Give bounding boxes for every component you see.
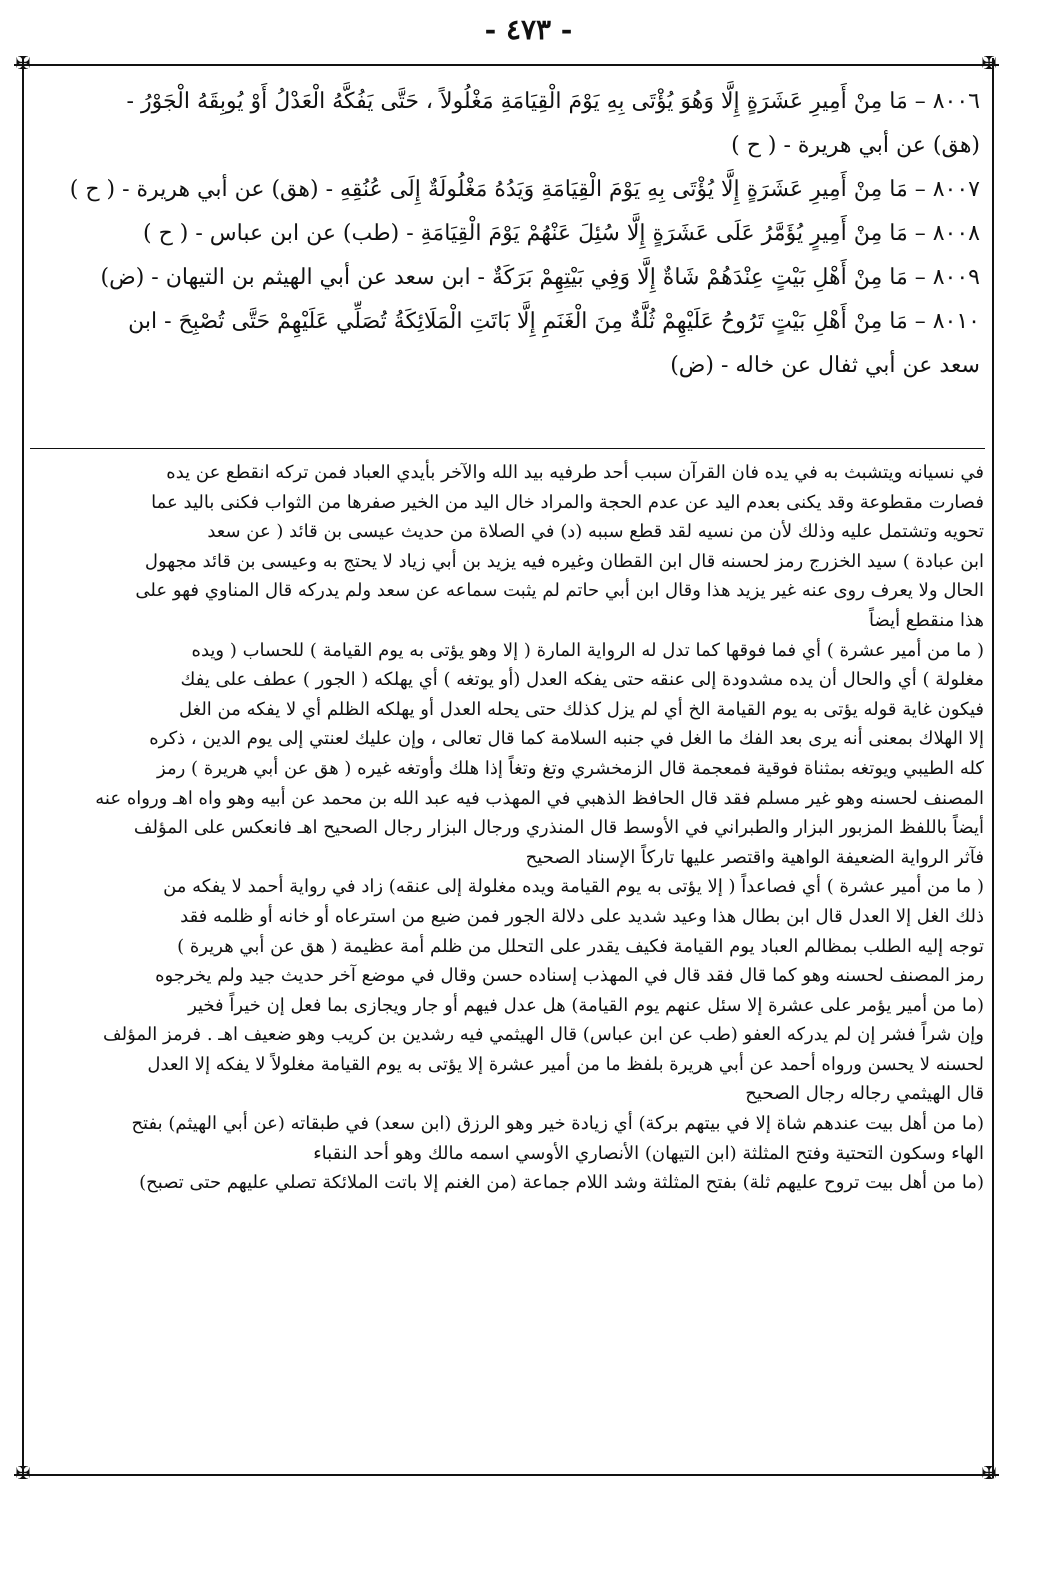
commentary-line: كله الطيبي ويوتغه بمثناة فوقية فمعجمة قال الزمخشري وتغ وتغاً إذا هلك وأوتغه غيره ( هق عن أبي هريرة ) رمز	[157, 757, 984, 779]
commentary-line: فآثر الرواية الضعيفة الواهية واقتصر عليها تاركاً الإسناد الصحيح	[525, 846, 984, 868]
corner-ornament-icon: ✠	[15, 53, 31, 74]
commentary-line: في نسيانه ويتشبث به في يده فان القرآن سبب أحد طرفيه بيد الله والآخر بأيدي العباد فمن تركه انقطع عن يده	[166, 462, 984, 483]
commentary-line: أيضاً باللفظ المزبور البزار والطبراني في الأوسط قال المنذري ورجال البزار رجال الصحيح اهـ فانعكس على المؤلف	[133, 817, 984, 839]
commentary-line: فصارت مقطوعة وقد يكنى بعدم اليد عن عدم الحجة والمراد خال اليد من الخير صفرها من الثواب فكنى باليد عما	[151, 491, 984, 513]
commentary-line: فيكون غاية قوله يؤتى به يوم القيامة الخ أي لم يزل كذلك حتى يحله العدل أو يهلكه الظلم أي لا يفكه من الغل	[179, 698, 984, 720]
commentary-line: توجه إليه الطلب بمظالم العباد يوم القيامة فكيف يقدر على التحلل من ظلم أمة عظيمة ( هق عن أبي هريرة )	[177, 935, 984, 957]
corner-ornament-icon: ✠	[981, 1463, 997, 1484]
commentary-line: الهاء وسكون التحتية وفتح المثلثة (ابن التيهان) الأنصاري الأوسي اسمه مالك وهو أحد النقباء	[313, 1142, 984, 1164]
commentary-line: ( ما من أمير عشرة ) أي فصاعداً ( إلا يؤتى به يوم القيامة ويده مغلولة إلى عنقه) زاد في رواية أحمد لا يفكه من	[163, 876, 984, 898]
commentary-line: الحال ولا يعرف روى عنه غير يزيد هذا وقال ابن أبي حاتم لم يثبت سماعه عن سعد ولم يدركه قال المناوي فهو على	[135, 580, 984, 602]
hadith-line: ٨٠٠٩ – مَا مِنْ أَهْلِ بَيْتٍ عِنْدَهُمْ شَاةٌ إِلَّا وَفِي بَيْتِهِمْ بَرَكَةٌ - ابن سعد عن أبي الهيثم بن التيهان - (ض)	[100, 265, 980, 290]
commentary-line: المصنف لحسنه وهو غير مسلم فقد قال الحافظ الذهبي في المهذب فيه عبد الله بن محمد عن أبيه وهو واه اهـ ورواه عنه	[95, 787, 984, 809]
commentary-line: رمز المصنف لحسنه وهو كما قال فقد قال في المهذب إسناده حسن وقال في موضع آخر حديث جيد ولم يخرجوه	[155, 965, 984, 987]
commentary-line: تحويه وتشتمل عليه وذلك لأن من نسيه لقد قطع سببه (د) في الصلاة من حديث عيسى بن قائد ( عن سعد	[207, 521, 984, 543]
corner-ornament-icon: ✠	[981, 53, 997, 74]
hadith-8007	[40, 168, 980, 212]
commentary-line: (ما من أهل بيت عندهم شاة إلا في بيتهم بركة) أي زيادة خير وهو الرزق (ابن سعد) في طبقاته (عن أبي الهيثم) بفتح	[131, 1113, 984, 1135]
hadith-8008	[40, 212, 980, 256]
commentary-line: لحسنه لا يحسن ورواه أحمد عن أبي هريرة بلفظ ما من أمير عشرة إلا يؤتى به يوم القيامة مغلولاً لا يفكه إلا العدل	[147, 1053, 984, 1075]
hadith-line: سعد عن أبي ثفال عن خاله - (ض)	[670, 353, 980, 378]
hadith-8010	[40, 300, 980, 388]
hadith-line: ٨٠٠٧ – مَا مِنْ أَمِيرِ عَشَرَةٍ إِلَّا يُؤْتَى بِهِ يَوْمَ الْقِيَامَةِ وَيَدُهُ مَغْلُولَةٌ إِلَى عُنُقِهِ - (هق) عن أبي هريرة - ( ح )	[69, 177, 980, 202]
bottom-rule	[14, 1474, 999, 1476]
page-number: - ٤٧٣ -	[484, 13, 573, 46]
commentary-line: ابن عبادة ) سيد الخزرج رمز لحسنه قال ابن القطان وغيره فيه يزيد بن أبي زياد لا يحتج به وعيسى بن قائد مجهول	[144, 550, 984, 572]
commentary-line: ( ما من أمير عشرة ) أي فما فوقها كما تدل له الرواية المارة ( إلا وهو يؤتى به يوم القيامة ) للحساب ( ويده	[191, 639, 984, 661]
hadith-line: ٨٠١٠ – مَا مِنْ أَهْلِ بَيْتٍ تَرُوحُ عَلَيْهِمْ ثُلَّةٌ مِنَ الْغَنَمِ إِلَّا بَاتَتِ الْمَلَائِكَةُ تُصَلِّي عَلَيْهِمْ حَتَّى تُصْبِحَ - ابن	[128, 309, 980, 334]
hadith-section	[40, 80, 980, 388]
hadith-line: (هق) عن أبي هريرة - ( ح )	[731, 133, 980, 158]
hadith-8009	[40, 256, 980, 300]
section-divider	[30, 448, 985, 449]
hadith-8006	[40, 80, 980, 168]
hadith-line: ٨٠٠٨ – مَا مِنْ أَمِيرٍ يُؤَمَّرُ عَلَى عَشَرَةٍ إِلَّا سُئِلَ عَنْهُمْ يَوْمَ الْقِيَامَةِ - (طب) عن ابن عباس - ( ح )	[143, 221, 980, 246]
commentary-line: (ما من أهل بيت تروح عليهم ثلة) بفتح المثلثة وشد اللام جماعة (من الغنم إلا باتت الملائكة تصلي عليهم حتى تصبح)	[139, 1172, 984, 1194]
commentary-line: مغلولة ) أي والحال أن يده مشدودة إلى عنقه حتى يفكه العدل (أو يوتغه ) أي يهلكه ( الجور ) عطف على يفك	[180, 669, 984, 691]
commentary-line: قال الهيثمي رجاله رجال الصحيح	[745, 1083, 984, 1105]
corner-ornament-icon: ✠	[15, 1463, 31, 1484]
commentary-section	[34, 458, 984, 1198]
commentary-line: هذا منقطع أيضاً	[868, 609, 984, 631]
hadith-line: ٨٠٠٦ – مَا مِنْ أَمِيرِ عَشَرَةٍ إِلَّا وَهُوَ يُؤْتَى بِهِ يَوْمَ الْقِيَامَةِ مَغْلُولاً ، حَتَّى يَفُكَّهُ الْعَدْلُ أَوْ يُوبِقَهُ الْجَوْرُ -	[126, 89, 980, 114]
commentary-line: ذلك الغل إلا العدل قال ابن بطال هذا وعيد شديد على دلالة الجور فمن ضيع من استرعاه أو خانه أو ظلمه فقد	[180, 905, 984, 927]
commentary-line: (ما من أمير يؤمر على عشرة إلا سئل عنهم يوم القيامة) هل عدل فيهم أو جار ويجازى بما فعل إن خيراً فخير	[188, 994, 984, 1016]
top-rule	[14, 64, 999, 66]
commentary-line: وإن شراً فشر إن لم يدركه العفو (طب عن ابن عباس) قال الهيثمي فيه رشدين بن كريب وهو ضعيف اهـ . فرمز المؤلف	[102, 1024, 984, 1046]
commentary-line: إلا الهلاك بمعنى أنه يرى بعد الفك ما الغل في جنبه السلامة كما قال تعالى ، وإن عليك لعنتي إلى يوم الدين ، ذكره	[149, 728, 984, 750]
